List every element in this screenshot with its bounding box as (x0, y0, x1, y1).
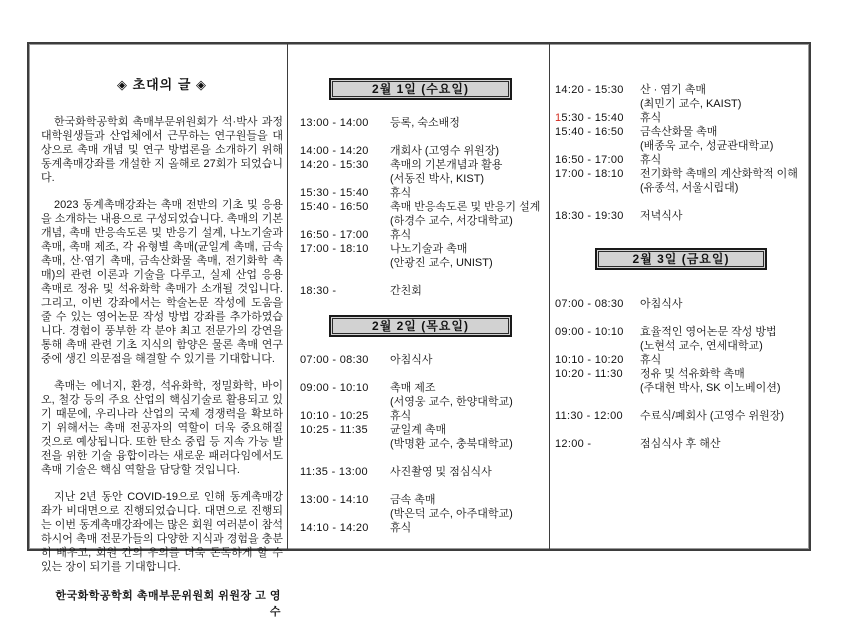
schedule-entry (555, 209, 809, 223)
entry-description (390, 242, 546, 270)
entry-title: 휴식 (640, 354, 662, 366)
schedule-entry (300, 521, 546, 535)
schedule-entry (555, 297, 809, 311)
day2-header: 2월 2일 (목요일) (329, 315, 512, 337)
schedule-entry (300, 116, 546, 130)
entry-time: 09:00 - 10:10 (300, 382, 369, 394)
entry-time: 10:10 - 10:20 (555, 354, 624, 366)
column-divider (549, 44, 550, 549)
schedule-entry (555, 367, 809, 395)
entry-speaker: (최민기 교수, KAIST) (640, 98, 742, 110)
entry-description (640, 83, 809, 111)
entry-title: 휴식 (390, 522, 412, 534)
entry-description (640, 125, 809, 153)
entry-title: 효율적인 영어논문 작성 방법 (640, 326, 777, 338)
entry-title: 균일계 촉매 (390, 424, 447, 436)
entry-description (390, 493, 546, 521)
entry-title: 휴식 (390, 410, 412, 422)
entry-description (390, 186, 546, 200)
entry-description (640, 153, 809, 167)
entry-description (390, 521, 546, 535)
entry-speaker: (서동진 박사, KIST) (390, 173, 485, 185)
day3-schedule (555, 297, 809, 451)
entry-description (390, 353, 546, 367)
invitation-paragraph: 지난 2년 동안 COVID-19으로 인해 동계촉매강좌가 비대면으로 진행되었습니다. 대면으로 진행되는 이번 동계촉매강좌에는 많은 회원 여러분이 참석하시어 촉매 전문가들의 다양한 지식과 경험을 충분히 배우고, 회원 간의 우의를 더욱 돈독하게 할 수 있는 장이 되기를 기대합니다. (41, 491, 283, 573)
entry-description (640, 325, 809, 353)
schedule-entry (300, 284, 546, 298)
schedule-entry (300, 158, 546, 186)
entry-speaker: (안광진 교수, UNIST) (390, 257, 493, 269)
schedule-entry (300, 186, 546, 200)
schedule-entry (300, 493, 546, 521)
schedule-entry (555, 111, 809, 125)
entry-title: 휴식 (640, 154, 662, 166)
entry-time: 15:40 - 16:50 (300, 201, 369, 213)
schedule-entry (300, 465, 546, 479)
entry-time: 16:50 - 17:00 (300, 229, 369, 241)
day3-header: 2월 3일 (금요일) (595, 248, 767, 270)
entry-time: 09:00 - 10:10 (555, 326, 624, 338)
entry-title: 등록, 숙소배정 (390, 117, 460, 129)
schedule-entry (300, 200, 546, 228)
entry-title: 나노기술과 촉매 (390, 243, 468, 255)
entry-description (640, 209, 809, 223)
entry-time: 07:00 - 08:30 (300, 354, 369, 366)
entry-speaker: (노현석 교수, 연세대학교) (640, 340, 763, 352)
schedule-entry (555, 167, 809, 195)
entry-title: 휴식 (390, 187, 412, 199)
entry-time: 14:00 - 14:20 (300, 145, 369, 157)
entry-title: 수료식/폐회사 (고영수 위원장) (640, 410, 785, 422)
entry-description (640, 367, 809, 395)
entry-description (390, 200, 546, 228)
invitation-paragraph: 촉매는 에너지, 환경, 석유화학, 정밀화학, 바이오, 철강 등의 주요 산업의 핵심기술로 활용되고 있기 때문에, 우리나라 산업의 국제 경쟁력을 확보하기 위해서는 촉매 전공자의 역할이 더욱 중요해질 것으로 예상됩니다. 또한 탄소 중립 등 지속 가능 발전을 위한 기술 융합이라는 새로운 패러다임에서도 촉매 기술은 핵심 역할을 담당할 것입니다. (41, 380, 283, 476)
schedule-entry (555, 325, 809, 353)
entry-description (640, 111, 809, 125)
schedule-entry (555, 83, 809, 111)
entry-title: 산 · 염기 촉매 (640, 84, 706, 96)
entry-description (640, 297, 809, 311)
entry-time: 07:00 - 08:30 (555, 298, 624, 310)
entry-description (390, 158, 546, 186)
entry-time: 16:50 - 17:00 (555, 154, 624, 166)
entry-time: 14:10 - 14:20 (300, 522, 369, 534)
schedule-entry (300, 144, 546, 158)
entry-time: 17:00 - 18:10 (300, 243, 369, 255)
entry-time: 12:00 - (555, 438, 592, 450)
entry-time: 11:30 - 12:00 (555, 410, 623, 422)
entry-time: 15:40 - 16:50 (555, 126, 624, 138)
entry-description (390, 381, 546, 409)
invitation-column (41, 74, 283, 619)
chairman-signature: 한국화학공학회 촉매부문위원회 위원장 고 영 수 (55, 590, 281, 618)
entry-description (640, 437, 809, 451)
schedule-entry (300, 228, 546, 242)
entry-description (390, 423, 546, 451)
entry-title: 점심식사 후 해산 (640, 438, 721, 450)
entry-time: 10:10 - 10:25 (300, 410, 369, 422)
entry-title: 정유 및 석유화학 촉매 (640, 368, 745, 380)
entry-time: 13:00 - 14:00 (300, 117, 369, 129)
entry-time: 15:30 - 15:40 (300, 187, 369, 199)
program-sheet (27, 42, 811, 618)
entry-title: 휴식 (640, 112, 662, 124)
schedule-entry (300, 423, 546, 451)
schedule-entry (555, 409, 809, 423)
entry-time: 14:20 - 15:30 (555, 84, 624, 96)
entry-speaker: (서영웅 교수, 한양대학교) (390, 396, 513, 408)
schedule-entry (555, 153, 809, 167)
schedule-entry (300, 353, 546, 367)
schedule-entry (555, 353, 809, 367)
entry-title: 금속 촉매 (390, 494, 436, 506)
entry-description (390, 144, 546, 158)
day1-schedule (300, 116, 546, 298)
entry-speaker: (주대현 박사, SK 이노베이션) (640, 382, 781, 394)
entry-description (390, 409, 546, 423)
entry-speaker: (박은덕 교수, 아주대학교) (390, 508, 513, 520)
entry-title: 촉매 반응속도론 및 반응기 설계 (390, 201, 541, 213)
schedule-entry (300, 409, 546, 423)
entry-time: 15:30 - 15:40 (555, 112, 624, 124)
entry-speaker: (하경수 교수, 서강대학교) (390, 215, 513, 227)
entry-time: 13:00 - 14:10 (300, 494, 369, 506)
entry-description (390, 116, 546, 130)
entry-title: 간친회 (390, 285, 422, 297)
column-divider (287, 44, 288, 549)
schedule-entry (555, 437, 809, 451)
entry-description (640, 353, 809, 367)
entry-title: 아침식사 (640, 298, 683, 310)
day1-header: 2월 1일 (수요일) (329, 78, 512, 100)
entry-description (640, 167, 809, 195)
day2-schedule-continued (555, 83, 809, 223)
entry-title: 금속산화물 촉매 (640, 126, 718, 138)
invitation-paragraph: 2023 동계촉매강좌는 촉매 전반의 기초 및 응용을 소개하는 내용으로 구성되었습니다. 촉매의 기본 개념, 촉매 반응속도론 및 반응기 설계, 나노기술과 촉매, 촉매 제조, 각 유형별 촉매(균일계 촉매, 금속 촉매, 산·염기 촉매, 금속산화물 촉매, 전기화학 촉매)의 관련 이론과 기술을 다루고, 실제 산업 응용 촉매로 정유 및 석유화학 촉매가 소개될 것입니다. 그리고, 이번 강좌에서는 학술논문 작성에 도움을 줄 수 있는 영어논문 작성 방법 강좌를 추가하였습니다. 경험이 풍부한 각 분야 최고 전문가의 강연을 통해 촉매 관련 기초 지식의 함양은 물론 촉매 연구 중에 생긴 의문점을 해결할 수 있기를 기대합니다. (41, 199, 283, 365)
entry-description (390, 465, 546, 479)
entry-speaker: (박명환 교수, 충북대학교) (390, 438, 513, 450)
entry-title: 개회사 (고영수 위원장) (390, 145, 500, 157)
entry-speaker: (유종석, 서울시립대) (640, 182, 739, 194)
entry-description (390, 228, 546, 242)
entry-title: 아침식사 (390, 354, 433, 366)
entry-title: 촉매의 기본개념과 활용 (390, 159, 503, 171)
invitation-title: ◈ 초대의 글 ◈ (116, 77, 208, 92)
invitation-paragraph: 한국화학공학회 촉매부문위원회가 석·박사 과정 대학원생들과 산업체에서 근무하는 연구원들을 대상으로 촉매 개념 및 연구 방법론을 소개하기 위해 동계촉매강좌를 개설한 지 올해로 27회가 되었습니다. (41, 116, 283, 184)
entry-title: 휴식 (390, 229, 412, 241)
entry-time: 17:00 - 18:10 (555, 168, 624, 180)
entry-title: 촉매 제조 (390, 382, 436, 394)
entry-description (640, 409, 809, 423)
entry-time: 18:30 - (300, 285, 337, 297)
entry-time: 14:20 - 15:30 (300, 159, 369, 171)
schedule-entry (300, 381, 546, 409)
day2-schedule (300, 353, 546, 535)
entry-title: 전기화학 촉매의 계산화학적 이해 (640, 168, 798, 180)
schedule-entry (300, 242, 546, 270)
red-digit: 1 (555, 112, 562, 124)
entry-title: 사진촬영 및 점심식사 (390, 466, 492, 478)
entry-time: 10:20 - 11:30 (555, 368, 623, 380)
schedule-entry (555, 125, 809, 153)
entry-speaker: (배종욱 교수, 성균관대학교) (640, 140, 774, 152)
entry-time: 11:35 - 13:00 (300, 466, 368, 478)
entry-time: 18:30 - 19:30 (555, 210, 624, 222)
entry-title: 저녁식사 (640, 210, 683, 222)
entry-description (390, 284, 546, 298)
entry-time: 10:25 - 11:35 (300, 424, 368, 436)
